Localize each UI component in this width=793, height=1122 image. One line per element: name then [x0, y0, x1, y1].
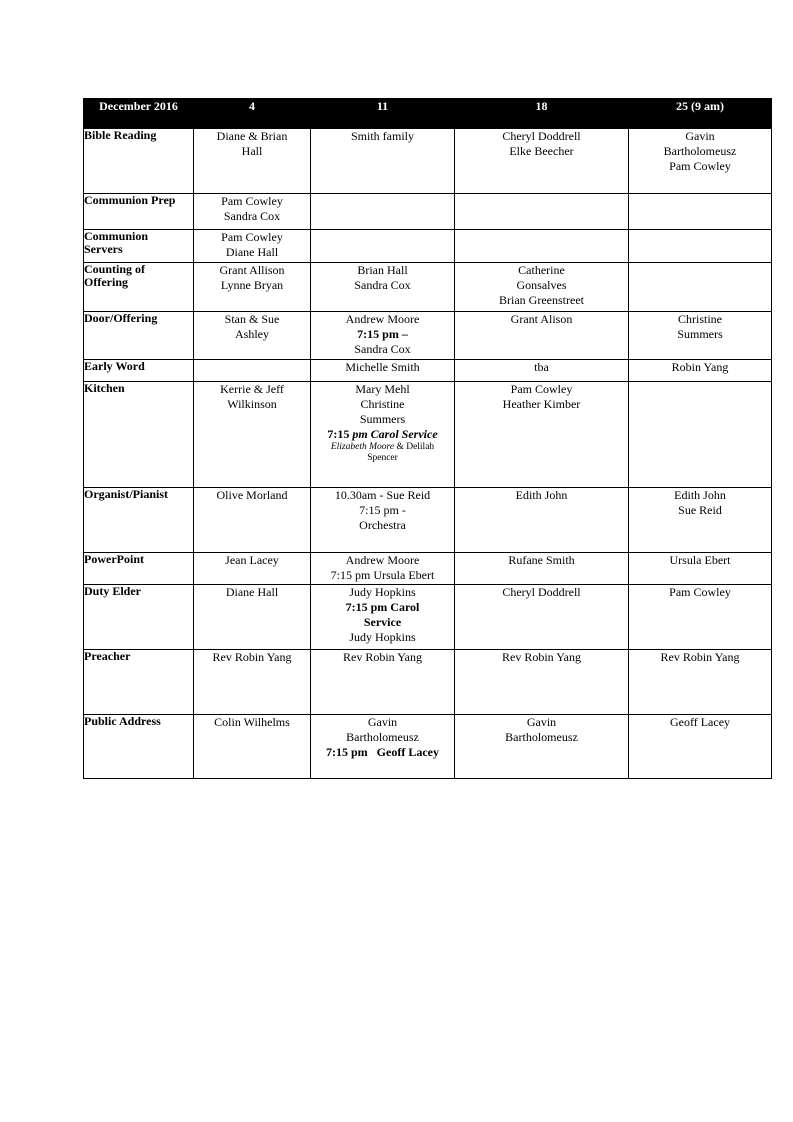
roster-cell — [629, 194, 772, 230]
role-label-line: Offering — [84, 275, 128, 289]
role-label-line: Counting of — [84, 262, 146, 276]
name-text: Sandra Cox — [223, 209, 281, 223]
roster-cell — [311, 585, 455, 650]
roster-cell — [455, 585, 629, 650]
name-text: Sandra Cox — [354, 278, 411, 292]
roster-cell — [455, 129, 629, 194]
name-text: Diane Hall — [225, 585, 279, 599]
name-text: Rev Robin Yang — [660, 650, 740, 664]
roster-cell — [194, 129, 311, 194]
name-text: Bartholomeusz — [663, 144, 737, 158]
roster-cell — [455, 230, 629, 263]
roster-cell — [629, 360, 772, 382]
name-text: Christine — [678, 312, 722, 326]
name-text: Sue Reid — [678, 503, 722, 517]
roster-cell — [311, 382, 455, 488]
table-row — [84, 312, 772, 360]
name-text: Judy Hopkins — [349, 585, 416, 599]
name-text: 10.30am - Sue Reid — [334, 488, 431, 502]
roster-cell — [629, 312, 772, 360]
roster-cell — [311, 129, 455, 194]
roster-table — [83, 98, 772, 779]
roster-cell — [311, 715, 455, 779]
service-label: pm Carol Service — [352, 427, 438, 441]
table-row — [84, 585, 772, 650]
roster-cell — [455, 312, 629, 360]
roster-cell — [194, 360, 311, 382]
table-row — [84, 360, 772, 382]
table-row — [84, 194, 772, 230]
name-text: Judy Hopkins — [349, 630, 416, 644]
header-row — [84, 99, 772, 129]
name-text: Rev Robin Yang — [212, 650, 292, 664]
name-text: Grant Allison — [219, 263, 285, 277]
role-label: Preacher — [84, 650, 194, 715]
roster-cell — [194, 715, 311, 779]
name-text: tba — [534, 360, 549, 374]
table-row — [84, 129, 772, 194]
time-text: 7:15 pm Geoff Lacey — [326, 745, 439, 759]
small-note: Spencer — [367, 453, 398, 463]
name-text: & Delilah — [394, 442, 435, 452]
name-text: Smith family — [351, 129, 414, 143]
name-text: Diane Hall — [225, 245, 279, 259]
name-text: Pam Cowley — [221, 230, 283, 244]
name-text: Cheryl Doddrell — [502, 129, 581, 143]
roster-cell — [194, 194, 311, 230]
date-header: 11 — [311, 99, 455, 129]
roster-cell — [194, 488, 311, 553]
role-label: Public Address — [84, 715, 194, 779]
roster-cell — [455, 382, 629, 488]
name-text: 7:15 pm - — [359, 503, 406, 517]
date-header: 18 — [455, 99, 629, 129]
name-text: Geoff Lacey — [669, 715, 731, 729]
name-text: Brian Greenstreet — [499, 293, 584, 307]
name-text: Ursula Ebert — [669, 553, 731, 567]
roster-cell — [311, 360, 455, 382]
name-text: Gonsalves — [516, 278, 567, 292]
name-text: Pam Cowley — [669, 159, 731, 173]
name-text: Olive Morland — [216, 488, 288, 502]
role-label — [84, 230, 194, 263]
role-label: Organist/Pianist — [84, 488, 194, 553]
name-text: Jean Lacey — [225, 553, 279, 567]
name-text: Gavin — [685, 129, 715, 143]
name-text: Heather Kimber — [502, 397, 581, 411]
name-text: Pam Cowley — [221, 194, 283, 208]
name-text: Andrew Moore — [345, 553, 420, 567]
roster-cell — [311, 488, 455, 553]
role-label: Kitchen — [84, 382, 194, 488]
name-text: Wilkinson — [227, 397, 277, 411]
table-row — [84, 230, 772, 263]
roster-cell — [311, 312, 455, 360]
name-text: Michelle Smith — [345, 360, 420, 374]
roster-cell — [455, 263, 629, 312]
name-text: Christine — [360, 397, 405, 411]
name-text: Lynne Bryan — [220, 278, 284, 292]
name-text: Bartholomeusz — [505, 730, 578, 744]
name-text: Andrew Moore — [345, 312, 420, 326]
name-text: Mary Mehl — [355, 382, 410, 396]
roster-cell — [194, 230, 311, 263]
time-text: 7:15 pm – — [357, 327, 408, 341]
roster-cell — [194, 650, 311, 715]
roster-cell — [311, 263, 455, 312]
roster-cell — [629, 263, 772, 312]
roster-cell — [311, 553, 455, 585]
name-text: Edith John — [674, 488, 726, 502]
service-label: Service — [363, 615, 402, 629]
role-label: Bible Reading — [84, 129, 194, 194]
roster-cell — [629, 488, 772, 553]
month-header: December 2016 — [84, 99, 194, 129]
roster-cell — [455, 553, 629, 585]
name-text: Rev Robin Yang — [501, 650, 581, 664]
name-text: Ashley — [235, 327, 269, 341]
date-header: 4 — [194, 99, 311, 129]
name-text: Pam Cowley — [669, 585, 731, 599]
roster-cell — [629, 230, 772, 263]
roster-cell — [194, 263, 311, 312]
role-label: Communion Prep — [84, 194, 194, 230]
roster-cell — [629, 129, 772, 194]
role-label: Early Word — [84, 360, 194, 382]
name-text: Cheryl Doddrell — [502, 585, 581, 599]
name-text: Gavin — [367, 715, 398, 729]
name-text: Summers — [359, 412, 406, 426]
small-note — [311, 442, 454, 453]
name-text: Grant Alison — [510, 312, 573, 326]
name-text: Colin Wilhelms — [214, 715, 290, 729]
service-label: 7:15 pm Carol — [345, 600, 420, 614]
name-text: Rufane Smith — [508, 553, 575, 567]
roster-cell — [629, 715, 772, 779]
roster-cell — [311, 230, 455, 263]
name-text: Pam Cowley — [510, 382, 573, 396]
name-text: Summers — [677, 327, 723, 341]
role-label-line: Communion — [84, 229, 149, 243]
role-label — [84, 263, 194, 312]
name-text: Edith John — [515, 488, 568, 502]
name-text: Hall — [241, 144, 263, 158]
roster-cell — [194, 585, 311, 650]
roster-cell — [455, 488, 629, 553]
name-text: Rev Robin Yang — [342, 650, 422, 664]
table-row — [84, 553, 772, 585]
name-text: 7:15 pm Ursula Ebert — [330, 568, 435, 582]
name-text: Catherine — [518, 263, 565, 277]
roster-cell — [629, 650, 772, 715]
table-row — [84, 715, 772, 779]
table-row — [84, 488, 772, 553]
date-header: 25 (9 am) — [629, 99, 772, 129]
roster-cell — [194, 553, 311, 585]
roster-cell — [629, 553, 772, 585]
table-row — [84, 382, 772, 488]
name-text: Elke Beecher — [509, 144, 574, 158]
role-label-line: Servers — [84, 242, 123, 256]
roster-cell — [455, 360, 629, 382]
name-text: Diane & Brian — [216, 129, 288, 143]
name-text: Orchestra — [359, 518, 406, 532]
roster-cell — [629, 585, 772, 650]
roster-cell — [455, 650, 629, 715]
name-text: Brian Hall — [357, 263, 408, 277]
table-row — [84, 263, 772, 312]
role-label: PowerPoint — [84, 553, 194, 585]
name-text: Robin Yang — [671, 360, 729, 374]
roster-cell — [311, 194, 455, 230]
roster-cell — [194, 382, 311, 488]
name-text: Stan & Sue — [224, 312, 280, 326]
name-text: Elizabeth Moore — [330, 442, 395, 452]
roster-cell — [455, 715, 629, 779]
roster-cell — [455, 194, 629, 230]
service-text — [311, 427, 454, 442]
roster-cell — [311, 650, 455, 715]
role-label: Door/Offering — [84, 312, 194, 360]
time-text: 7:15 — [327, 427, 353, 441]
role-label: Duty Elder — [84, 585, 194, 650]
name-text: Sandra Cox — [354, 342, 411, 356]
name-text: Gavin — [526, 715, 557, 729]
table-row — [84, 650, 772, 715]
roster-cell — [629, 382, 772, 488]
roster-cell — [194, 312, 311, 360]
name-text: Kerrie & Jeff — [220, 382, 284, 396]
name-text: Bartholomeusz — [346, 730, 419, 744]
